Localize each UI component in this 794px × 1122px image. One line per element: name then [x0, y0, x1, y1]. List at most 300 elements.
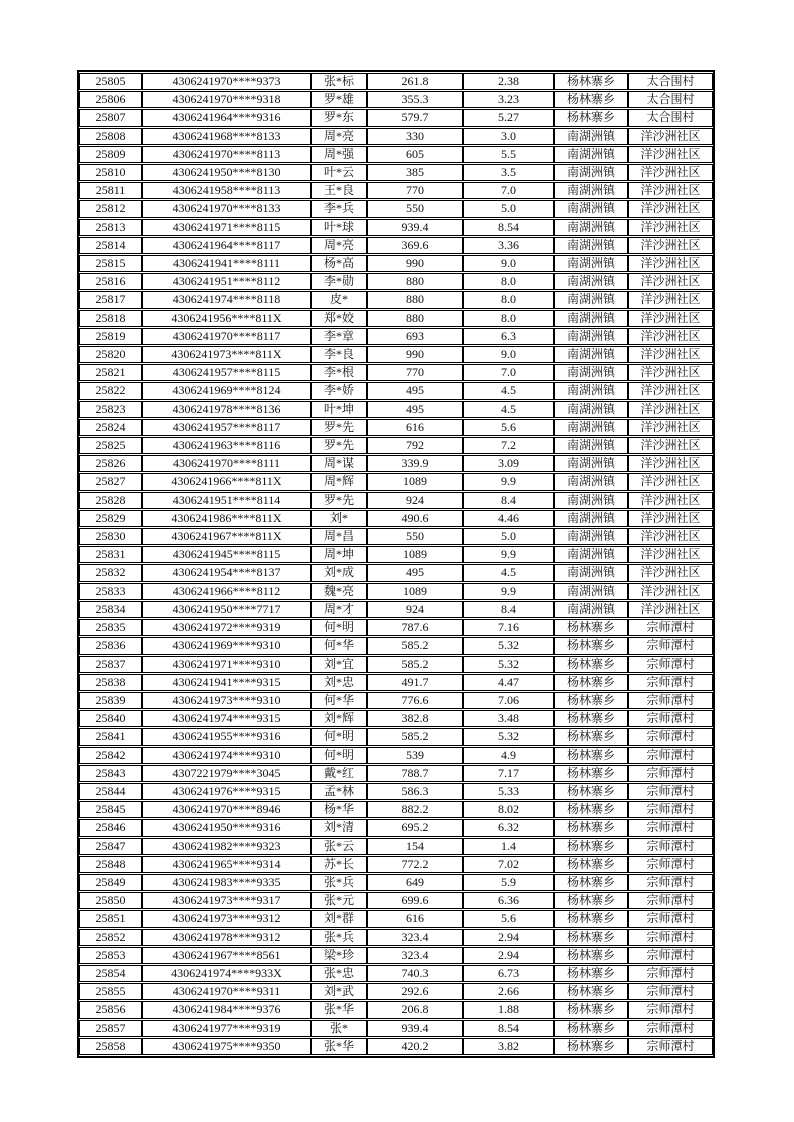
- cell-village: 洋沙洲社区: [628, 401, 713, 418]
- cell-village: 洋沙洲社区: [628, 164, 713, 181]
- cell-value2: 7.16: [463, 619, 554, 636]
- cell-name: 张*: [311, 1020, 367, 1037]
- cell-id-number: 4306241951****8112: [142, 273, 311, 290]
- cell-village: 宗师潭村: [628, 910, 713, 927]
- cell-township: 杨林寨乡: [554, 1038, 628, 1055]
- cell-seq: 25818: [79, 310, 142, 327]
- table-row: [79, 328, 713, 345]
- cell-village: 宗师潭村: [628, 637, 713, 654]
- cell-seq: 25831: [79, 546, 142, 563]
- cell-value1: 616: [367, 419, 463, 436]
- cell-township: 南湖洲镇: [554, 419, 628, 436]
- cell-township: 杨林寨乡: [554, 91, 628, 108]
- cell-township: 南湖洲镇: [554, 364, 628, 381]
- cell-village: 洋沙洲社区: [628, 237, 713, 254]
- cell-id-number: 4306241970****8111: [142, 455, 311, 472]
- cell-value1: 788.7: [367, 765, 463, 782]
- cell-name: 周*亮: [311, 237, 367, 254]
- cell-village: 宗师潭村: [628, 656, 713, 673]
- cell-seq: 25838: [79, 674, 142, 691]
- table-row: [79, 273, 713, 290]
- table-row: [79, 1020, 713, 1037]
- cell-value2: 8.4: [463, 492, 554, 509]
- cell-township: 南湖洲镇: [554, 219, 628, 236]
- cell-id-number: 4306241955****9316: [142, 728, 311, 745]
- cell-township: 杨林寨乡: [554, 874, 628, 891]
- cell-township: 南湖洲镇: [554, 291, 628, 308]
- cell-value2: 8.02: [463, 801, 554, 818]
- cell-id-number: 4306241970****9373: [142, 73, 311, 90]
- cell-name: 周*强: [311, 146, 367, 163]
- cell-name: 罗*东: [311, 109, 367, 126]
- cell-name: 王*良: [311, 182, 367, 199]
- cell-township: 杨林寨乡: [554, 619, 628, 636]
- table-row: [79, 128, 713, 145]
- cell-name: 张*兵: [311, 874, 367, 891]
- cell-seq: 25844: [79, 783, 142, 800]
- cell-value1: 586.3: [367, 783, 463, 800]
- cell-id-number: 4306241982****9323: [142, 838, 311, 855]
- cell-value2: 3.0: [463, 128, 554, 145]
- cell-name: 杨*高: [311, 255, 367, 272]
- cell-value1: 495: [367, 401, 463, 418]
- cell-value1: 924: [367, 601, 463, 618]
- cell-id-number: 4306241973****9312: [142, 910, 311, 927]
- cell-name: 刘*武: [311, 983, 367, 1000]
- cell-name: 何*华: [311, 637, 367, 654]
- table-row: [79, 91, 713, 108]
- cell-value2: 6.73: [463, 965, 554, 982]
- cell-village: 洋沙洲社区: [628, 219, 713, 236]
- cell-seq: 25822: [79, 382, 142, 399]
- cell-name: 张*云: [311, 838, 367, 855]
- cell-village: 宗师潭村: [628, 728, 713, 745]
- cell-seq: 25855: [79, 983, 142, 1000]
- cell-value1: 1089: [367, 583, 463, 600]
- cell-name: 罗*先: [311, 437, 367, 454]
- cell-village: 宗师潭村: [628, 619, 713, 636]
- cell-name: 李*兵: [311, 200, 367, 217]
- cell-village: 洋沙洲社区: [628, 291, 713, 308]
- cell-id-number: 4306241983****9335: [142, 874, 311, 891]
- cell-value1: 1089: [367, 473, 463, 490]
- cell-township: 杨林寨乡: [554, 637, 628, 654]
- table-row: [79, 73, 713, 90]
- cell-township: 南湖洲镇: [554, 382, 628, 399]
- cell-village: 洋沙洲社区: [628, 528, 713, 545]
- cell-value1: 323.4: [367, 947, 463, 964]
- cell-seq: 25829: [79, 510, 142, 527]
- cell-name: 周*昌: [311, 528, 367, 545]
- cell-village: 洋沙洲社区: [628, 364, 713, 381]
- cell-name: 刘*宜: [311, 656, 367, 673]
- cell-id-number: 4306241974****9310: [142, 747, 311, 764]
- cell-value1: 939.4: [367, 219, 463, 236]
- cell-value2: 3.5: [463, 164, 554, 181]
- table-row: [79, 910, 713, 927]
- cell-village: 宗师潭村: [628, 692, 713, 709]
- cell-value2: 5.0: [463, 528, 554, 545]
- cell-name: 刘*辉: [311, 710, 367, 727]
- cell-id-number: 4306241974****9315: [142, 710, 311, 727]
- cell-name: 梁*珍: [311, 947, 367, 964]
- cell-value2: 2.66: [463, 983, 554, 1000]
- cell-seq: 25816: [79, 273, 142, 290]
- cell-village: 洋沙洲社区: [628, 346, 713, 363]
- cell-value2: 5.32: [463, 728, 554, 745]
- table-row: [79, 710, 713, 727]
- cell-village: 宗师潭村: [628, 801, 713, 818]
- cell-id-number: 4306241965****9314: [142, 856, 311, 873]
- cell-id-number: 4306241984****9376: [142, 1001, 311, 1018]
- cell-seq: 25836: [79, 637, 142, 654]
- cell-village: 洋沙洲社区: [628, 564, 713, 581]
- cell-village: 宗师潭村: [628, 783, 713, 800]
- cell-township: 南湖洲镇: [554, 255, 628, 272]
- cell-value2: 2.94: [463, 929, 554, 946]
- cell-id-number: 4306241966****8112: [142, 583, 311, 600]
- cell-value1: 292.6: [367, 983, 463, 1000]
- cell-value1: 539: [367, 747, 463, 764]
- cell-value2: 8.54: [463, 219, 554, 236]
- cell-village: 宗师潭村: [628, 838, 713, 855]
- table-row: [79, 765, 713, 782]
- cell-village: 洋沙洲社区: [628, 583, 713, 600]
- cell-value1: 695.2: [367, 819, 463, 836]
- cell-name: 李*娇: [311, 382, 367, 399]
- cell-value2: 6.36: [463, 892, 554, 909]
- table-row: [79, 1001, 713, 1018]
- cell-id-number: 4306241969****8124: [142, 382, 311, 399]
- table-row: [79, 601, 713, 618]
- cell-id-number: 4306241968****8133: [142, 128, 311, 145]
- cell-village: 洋沙洲社区: [628, 200, 713, 217]
- cell-id-number: 4306241971****9310: [142, 656, 311, 673]
- cell-value2: 8.4: [463, 601, 554, 618]
- cell-id-number: 4306241970****8113: [142, 146, 311, 163]
- table-row: [79, 783, 713, 800]
- cell-id-number: 4306241967****8561: [142, 947, 311, 964]
- cell-id-number: 4306241964****9316: [142, 109, 311, 126]
- cell-village: 宗师潭村: [628, 874, 713, 891]
- cell-township: 南湖洲镇: [554, 146, 628, 163]
- cell-value1: 585.2: [367, 728, 463, 745]
- table-row: [79, 473, 713, 490]
- cell-village: 洋沙洲社区: [628, 128, 713, 145]
- cell-name: 周*谋: [311, 455, 367, 472]
- cell-village: 宗师潭村: [628, 929, 713, 946]
- cell-seq: 25845: [79, 801, 142, 818]
- cell-seq: 25840: [79, 710, 142, 727]
- table-row: [79, 455, 713, 472]
- cell-township: 南湖洲镇: [554, 455, 628, 472]
- cell-township: 南湖洲镇: [554, 310, 628, 327]
- cell-name: 李*根: [311, 364, 367, 381]
- cell-value2: 8.0: [463, 310, 554, 327]
- cell-value2: 5.6: [463, 910, 554, 927]
- cell-id-number: 4306241963****8116: [142, 437, 311, 454]
- cell-seq: 25827: [79, 473, 142, 490]
- cell-name: 何*明: [311, 728, 367, 745]
- cell-township: 南湖洲镇: [554, 492, 628, 509]
- cell-name: 张*元: [311, 892, 367, 909]
- cell-seq: 25830: [79, 528, 142, 545]
- cell-seq: 25843: [79, 765, 142, 782]
- cell-id-number: 4306241945****8115: [142, 546, 311, 563]
- table-row: [79, 674, 713, 691]
- cell-village: 宗师潭村: [628, 765, 713, 782]
- cell-value2: 3.48: [463, 710, 554, 727]
- cell-township: 南湖洲镇: [554, 328, 628, 345]
- table-row: [79, 619, 713, 636]
- cell-value2: 7.2: [463, 437, 554, 454]
- cell-seq: 25839: [79, 692, 142, 709]
- cell-seq: 25815: [79, 255, 142, 272]
- cell-value1: 330: [367, 128, 463, 145]
- cell-village: 洋沙洲社区: [628, 473, 713, 490]
- cell-seq: 25812: [79, 200, 142, 217]
- table-row: [79, 109, 713, 126]
- cell-value1: 579.7: [367, 109, 463, 126]
- cell-seq: 25824: [79, 419, 142, 436]
- table-row: [79, 237, 713, 254]
- cell-seq: 25854: [79, 965, 142, 982]
- cell-township: 杨林寨乡: [554, 929, 628, 946]
- cell-township: 南湖洲镇: [554, 473, 628, 490]
- cell-value1: 585.2: [367, 637, 463, 654]
- cell-value2: 2.94: [463, 947, 554, 964]
- cell-village: 洋沙洲社区: [628, 382, 713, 399]
- cell-name: 戴*红: [311, 765, 367, 782]
- cell-seq: 25811: [79, 182, 142, 199]
- cell-value1: 649: [367, 874, 463, 891]
- cell-id-number: 4306241951****8114: [142, 492, 311, 509]
- cell-village: 洋沙洲社区: [628, 255, 713, 272]
- cell-name: 刘*忠: [311, 674, 367, 691]
- cell-value1: 1089: [367, 546, 463, 563]
- cell-id-number: 4306241974****933X: [142, 965, 311, 982]
- cell-township: 南湖洲镇: [554, 546, 628, 563]
- cell-township: 杨林寨乡: [554, 1020, 628, 1037]
- cell-value2: 9.9: [463, 546, 554, 563]
- cell-value2: 7.17: [463, 765, 554, 782]
- table-row: [79, 983, 713, 1000]
- cell-value2: 8.0: [463, 273, 554, 290]
- cell-value1: 491.7: [367, 674, 463, 691]
- records-table: [77, 70, 715, 1058]
- cell-value2: 6.3: [463, 328, 554, 345]
- cell-value2: 5.0: [463, 200, 554, 217]
- cell-id-number: 4306241970****8117: [142, 328, 311, 345]
- cell-name: 何*明: [311, 747, 367, 764]
- cell-village: 洋沙洲社区: [628, 492, 713, 509]
- cell-value1: 495: [367, 382, 463, 399]
- table-row: [79, 747, 713, 764]
- cell-id-number: 4306241964****8117: [142, 237, 311, 254]
- table-row: [79, 564, 713, 581]
- cell-value2: 4.47: [463, 674, 554, 691]
- cell-seq: 25819: [79, 328, 142, 345]
- cell-township: 杨林寨乡: [554, 783, 628, 800]
- table-row: [79, 838, 713, 855]
- table-row: [79, 401, 713, 418]
- cell-value1: 776.6: [367, 692, 463, 709]
- cell-name: 刘*群: [311, 910, 367, 927]
- cell-name: 刘*清: [311, 819, 367, 836]
- cell-village: 洋沙洲社区: [628, 310, 713, 327]
- cell-value2: 9.9: [463, 473, 554, 490]
- cell-seq: 25809: [79, 146, 142, 163]
- cell-value2: 7.0: [463, 364, 554, 381]
- cell-id-number: 4306241969****9310: [142, 637, 311, 654]
- cell-village: 太合围村: [628, 91, 713, 108]
- cell-seq: 25813: [79, 219, 142, 236]
- cell-value1: 382.8: [367, 710, 463, 727]
- cell-seq: 25806: [79, 91, 142, 108]
- cell-value1: 339.9: [367, 455, 463, 472]
- cell-seq: 25810: [79, 164, 142, 181]
- cell-id-number: 4306241941****9315: [142, 674, 311, 691]
- cell-village: 宗师潭村: [628, 819, 713, 836]
- cell-seq: 25826: [79, 455, 142, 472]
- cell-id-number: 4306241970****8946: [142, 801, 311, 818]
- cell-village: 宗师潭村: [628, 1001, 713, 1018]
- cell-name: 何*华: [311, 692, 367, 709]
- cell-value1: 550: [367, 528, 463, 545]
- table-row: [79, 1038, 713, 1055]
- cell-value2: 8.54: [463, 1020, 554, 1037]
- cell-seq: 25835: [79, 619, 142, 636]
- cell-township: 杨林寨乡: [554, 728, 628, 745]
- cell-value1: 770: [367, 364, 463, 381]
- cell-name: 郑*姣: [311, 310, 367, 327]
- cell-village: 洋沙洲社区: [628, 419, 713, 436]
- cell-value2: 2.38: [463, 73, 554, 90]
- table-row: [79, 728, 713, 745]
- cell-value1: 880: [367, 273, 463, 290]
- cell-seq: 25820: [79, 346, 142, 363]
- cell-value2: 4.46: [463, 510, 554, 527]
- cell-value1: 990: [367, 255, 463, 272]
- cell-value2: 4.5: [463, 382, 554, 399]
- cell-name: 刘*成: [311, 564, 367, 581]
- cell-value1: 792: [367, 437, 463, 454]
- cell-id-number: 4306241958****8113: [142, 182, 311, 199]
- cell-seq: 25850: [79, 892, 142, 909]
- cell-value2: 1.88: [463, 1001, 554, 1018]
- cell-id-number: 4306241978****8136: [142, 401, 311, 418]
- cell-village: 太合围村: [628, 109, 713, 126]
- cell-id-number: 4307221979****3045: [142, 765, 311, 782]
- cell-id-number: 4306241973****9317: [142, 892, 311, 909]
- cell-value1: 154: [367, 838, 463, 855]
- cell-township: 杨林寨乡: [554, 892, 628, 909]
- table-row: [79, 656, 713, 673]
- cell-value2: 4.9: [463, 747, 554, 764]
- cell-id-number: 4306241971****8115: [142, 219, 311, 236]
- cell-village: 洋沙洲社区: [628, 455, 713, 472]
- cell-township: 杨林寨乡: [554, 692, 628, 709]
- cell-seq: 25846: [79, 819, 142, 836]
- cell-name: 张*华: [311, 1038, 367, 1055]
- cell-village: 洋沙洲社区: [628, 273, 713, 290]
- cell-id-number: 4306241973****9310: [142, 692, 311, 709]
- cell-name: 孟*林: [311, 783, 367, 800]
- cell-name: 周*才: [311, 601, 367, 618]
- table-row: [79, 492, 713, 509]
- cell-value2: 7.06: [463, 692, 554, 709]
- cell-name: 周*亮: [311, 128, 367, 145]
- cell-value2: 6.32: [463, 819, 554, 836]
- cell-village: 宗师潭村: [628, 747, 713, 764]
- cell-township: 南湖洲镇: [554, 128, 628, 145]
- cell-seq: 25852: [79, 929, 142, 946]
- cell-village: 宗师潭村: [628, 947, 713, 964]
- cell-value1: 924: [367, 492, 463, 509]
- cell-township: 杨林寨乡: [554, 838, 628, 855]
- table-row: [79, 856, 713, 873]
- cell-village: 宗师潭村: [628, 856, 713, 873]
- cell-township: 南湖洲镇: [554, 564, 628, 581]
- cell-value2: 5.32: [463, 637, 554, 654]
- cell-township: 杨林寨乡: [554, 965, 628, 982]
- cell-name: 何*明: [311, 619, 367, 636]
- cell-value2: 5.5: [463, 146, 554, 163]
- cell-township: 南湖洲镇: [554, 510, 628, 527]
- cell-name: 刘*: [311, 510, 367, 527]
- cell-village: 洋沙洲社区: [628, 182, 713, 199]
- cell-value1: 206.8: [367, 1001, 463, 1018]
- cell-id-number: 4306241978****9312: [142, 929, 311, 946]
- table-row: [79, 801, 713, 818]
- cell-value2: 4.5: [463, 401, 554, 418]
- cell-township: 南湖洲镇: [554, 164, 628, 181]
- cell-value1: 616: [367, 910, 463, 927]
- cell-name: 张*忠: [311, 965, 367, 982]
- cell-name: 皮*: [311, 291, 367, 308]
- cell-id-number: 4306241976****9315: [142, 783, 311, 800]
- cell-name: 张*兵: [311, 929, 367, 946]
- cell-seq: 25842: [79, 747, 142, 764]
- table-row: [79, 364, 713, 381]
- cell-seq: 25808: [79, 128, 142, 145]
- cell-name: 张*标: [311, 73, 367, 90]
- cell-seq: 25805: [79, 73, 142, 90]
- cell-seq: 25851: [79, 910, 142, 927]
- cell-township: 杨林寨乡: [554, 710, 628, 727]
- cell-value2: 5.32: [463, 656, 554, 673]
- cell-seq: 25847: [79, 838, 142, 855]
- cell-value1: 585.2: [367, 656, 463, 673]
- table-row: [79, 546, 713, 563]
- cell-value1: 880: [367, 291, 463, 308]
- table-row: [79, 692, 713, 709]
- cell-value1: 939.4: [367, 1020, 463, 1037]
- cell-village: 洋沙洲社区: [628, 328, 713, 345]
- table-row: [79, 382, 713, 399]
- cell-seq: 25832: [79, 564, 142, 581]
- cell-village: 洋沙洲社区: [628, 437, 713, 454]
- cell-township: 杨林寨乡: [554, 947, 628, 964]
- cell-township: 杨林寨乡: [554, 747, 628, 764]
- cell-value2: 7.02: [463, 856, 554, 873]
- cell-village: 宗师潭村: [628, 674, 713, 691]
- cell-township: 南湖洲镇: [554, 583, 628, 600]
- cell-value1: 355.3: [367, 91, 463, 108]
- cell-id-number: 4306241975****9350: [142, 1038, 311, 1055]
- table-row: [79, 528, 713, 545]
- cell-value1: 990: [367, 346, 463, 363]
